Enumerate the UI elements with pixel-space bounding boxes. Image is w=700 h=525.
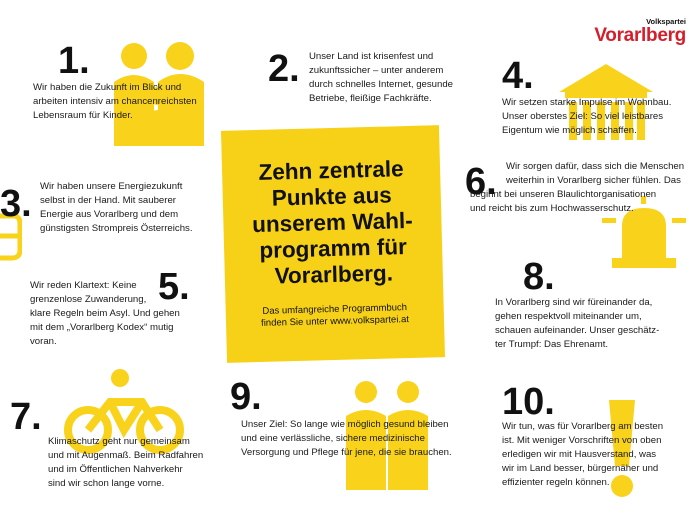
center-title-line: programm für (259, 234, 408, 263)
point-number-6: 6. (465, 161, 497, 203)
point-text-line: Klimaschutz geht nur gemeinsam (48, 436, 190, 447)
center-subtitle-line: finden Sie unter www.volkspartei.at (260, 314, 410, 329)
center-title-line: Zehn zentrale (258, 156, 404, 185)
point-text-line: arbeiten intensiv am chancenreichsten (33, 96, 197, 107)
center-subtitle-line: Das umfangreiche Programmbuch (262, 302, 408, 317)
center-subtitle (226, 301, 445, 331)
point-text-line: Betriebe, fleißige Fachkräfte. (309, 93, 432, 104)
point-text-line: voran. (30, 336, 57, 347)
point-text-line: ist. Mit weniger Vorschriften von oben (502, 435, 662, 446)
point-text-line: grenzenlose Zuwanderung, (30, 294, 147, 305)
logo-party-label: Volkspartei (646, 17, 686, 26)
logo (588, 17, 688, 49)
point-text-line: Wir haben unsere Energiezukunft (40, 181, 183, 192)
point-text-line: gehen respektvoll miteinander um, (495, 311, 642, 322)
point-text-line: schauen aufeinander. Unser geschätz- (495, 325, 660, 336)
point-text-line: Eigentum wie möglich schaffen. (502, 125, 637, 136)
point-number-1: 1. (58, 40, 90, 82)
point-number-4: 4. (502, 55, 534, 97)
point-text-8 (495, 296, 659, 352)
point-number-7: 7. (10, 396, 42, 438)
point-text-line: Unser Land ist krisenfest und (309, 51, 434, 62)
point-text-line: weiterhin in Vorarlberg sicher fühlen. Das (506, 175, 681, 186)
point-text-line: Wir reden Klartext: Keine (30, 280, 137, 291)
point-text-line: und mit Augenmaß. Beim Radfahren (48, 450, 204, 461)
point-text-line: und im Öffentlichen Nahverkehr (48, 464, 183, 475)
point-text-line: beginnt bei unseren Blaulichtorganisationen (470, 189, 657, 200)
point-text-line: Wir sorgen dafür, dass sich die Menschen (506, 161, 685, 172)
point-text-line: durch schnelles Internet, gesunde (309, 79, 453, 90)
center-title (222, 155, 443, 291)
point-text-line: Lebensraum für Kinder. (33, 110, 133, 121)
point-text-line: und reicht bis zum Hochwasserschutz. (470, 203, 634, 214)
point-number-5: 5. (158, 266, 190, 308)
point-text-line: selbst in der Hand. Mit sauberer (40, 195, 176, 206)
point-text-line: sind wir schon lange vorne. (48, 478, 165, 489)
point-text-line: wir im Land besser, bürgernäher und (502, 463, 659, 474)
point-text-line: erledigen wir mit Hausverstand, was (502, 449, 657, 460)
point-text-line: Energie aus Vorarlberg und dem (40, 209, 179, 220)
point-text-1 (33, 81, 197, 123)
point-text-line: Unser Ziel: So lange wie möglich gesund bleiben (241, 419, 449, 430)
point-number-8: 8. (523, 256, 555, 298)
point-text-line: Versorgung und Pflege für jene, die sie brauchen. (241, 447, 452, 458)
center-panel (221, 125, 445, 363)
point-text-line: ter Trumpf: Das Ehrenamt. (495, 339, 609, 350)
logo-region-label: Vorarlberg (594, 25, 686, 46)
point-text-line: Wir haben die Zukunft im Blick und (33, 82, 182, 93)
point-number-2: 2. (268, 48, 300, 90)
point-text-2 (309, 50, 453, 106)
point-text-3 (40, 180, 193, 236)
point-text-line: klare Regeln beim Asyl. Und gehen (30, 308, 180, 319)
center-title-line: Vorarlberg. (274, 260, 394, 289)
point-text-line: günstigsten Strompreis Österreichs. (40, 223, 193, 234)
point-text-line: effizienter regeln können. (502, 477, 610, 488)
point-text-9 (241, 418, 452, 460)
point-text-4 (502, 96, 671, 138)
point-text-line: zukunftssicher – unter anderem (309, 65, 444, 76)
point-text-6 (470, 160, 684, 216)
point-text-7 (48, 435, 203, 491)
point-text-line: In Vorarlberg sind wir füreinander da, (495, 297, 653, 308)
center-title-line: Punkte aus (271, 182, 393, 211)
center-title-line: unserem Wahl- (251, 207, 413, 238)
point-number-3: 3. (0, 183, 32, 225)
point-text-line: und eine verlässliche, sichere medizinische (241, 433, 425, 444)
point-text-10 (502, 420, 663, 490)
point-text-line: Unser oberstes Ziel: So viel leistbares (502, 111, 664, 122)
point-number-10: 10. (502, 381, 555, 423)
point-text-line: Wir tun, was für Vorarlberg am besten (502, 421, 664, 432)
point-number-9: 9. (230, 376, 262, 418)
point-text-line: Wir setzen starke Impulse im Wohnbau. (502, 97, 672, 108)
point-text-line: mit dem „Vorarlberg Kodex“ mutig (30, 322, 174, 333)
point-text-5 (30, 279, 180, 349)
